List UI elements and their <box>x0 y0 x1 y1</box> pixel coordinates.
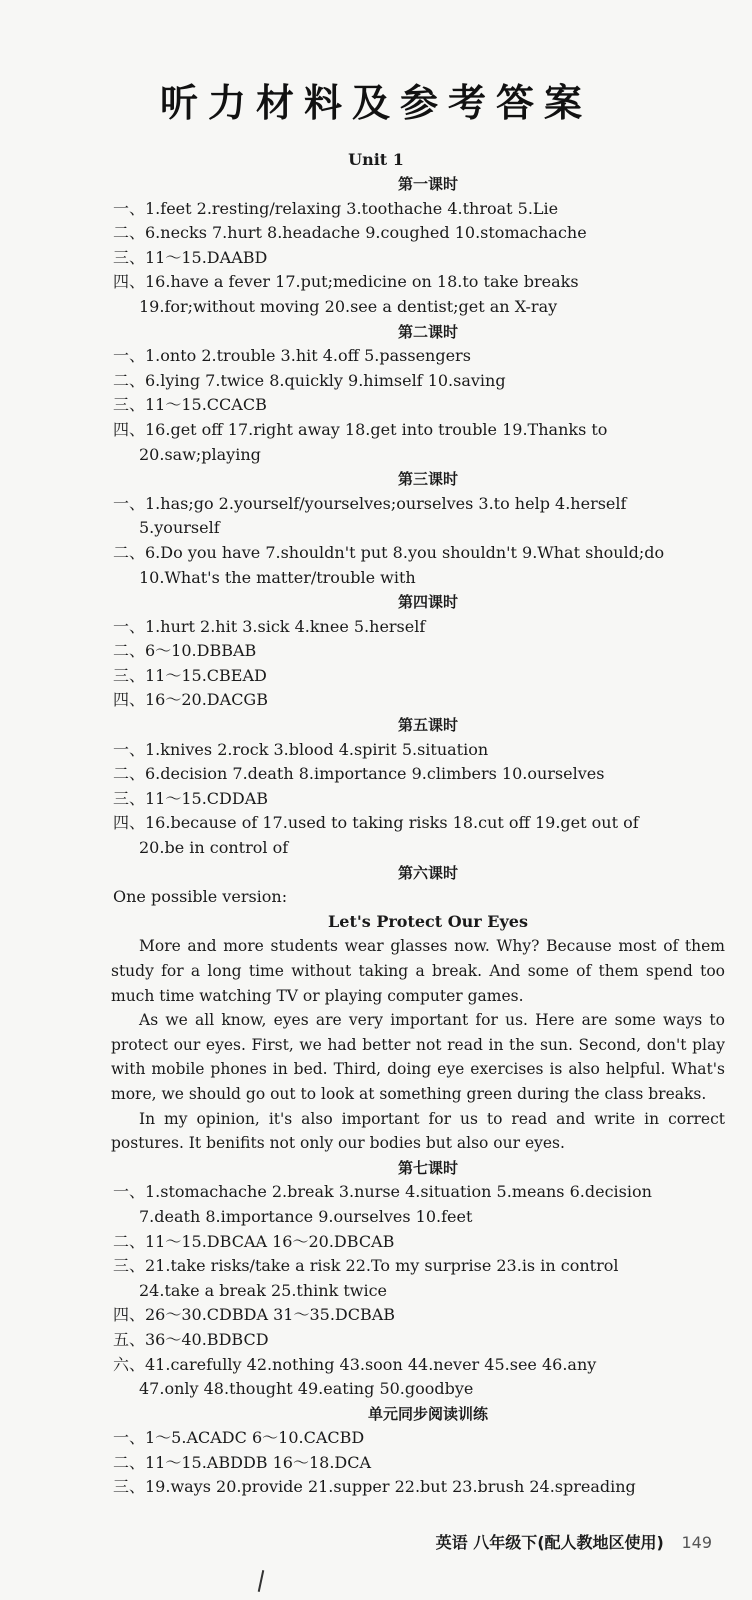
section-heading: 第六课时 <box>397 863 458 882</box>
answer-line: 三、21.take risks/take a risk 22.To my surprise 23.is in control <box>113 1256 619 1276</box>
answer-line: 一、1.feet 2.resting/relaxing 3.toothache 4.throat 5.Lie <box>113 198 559 218</box>
answer-line: 一、1.has;go 2.yourself/yourselves;ourselves 3.to help 4.herself <box>113 493 627 513</box>
answer-line: 四、16～20.DACGB <box>113 690 268 710</box>
answer-line: 二、6.decision 7.death 8.importance 9.climbers 10.ourselves <box>113 764 605 784</box>
section-heading: 单元同步阅读训练 <box>367 1404 488 1423</box>
answer-line: 二、6.lying 7.twice 8.quickly 9.himself 10.saving <box>113 370 506 390</box>
answer-line: 三、11～15.DAABD <box>113 247 268 267</box>
answer-line: 六、41.carefully 42.nothing 43.soon 44.never 45.see 46.any <box>113 1354 597 1374</box>
answer-line: 19.for;without moving 20.see a dentist;get an X-ray <box>139 296 558 316</box>
footer-text: 英语 八年级下(配人教地区使用) <box>435 1533 664 1552</box>
answer-line: 一、1.hurt 2.hit 3.sick 4.knee 5.herself <box>113 616 426 636</box>
pen-mark <box>258 1570 265 1592</box>
answer-line: 7.death 8.importance 9.ourselves 10.feet <box>139 1206 473 1226</box>
essay-paragraph: More and more students wear glasses now. Why? Because most of them study for a long time without taking a break. And some of them spend too much time watching TV or playing computer games. <box>111 937 725 1005</box>
answer-content <box>113 172 743 1500</box>
answer-line: 五、36～40.BDBCD <box>113 1329 269 1349</box>
answer-line: 20.be in control of <box>139 838 289 858</box>
answer-line: 47.only 48.thought 49.eating 50.goodbye <box>139 1379 474 1399</box>
answer-line: 24.take a break 25.think twice <box>139 1280 388 1300</box>
unit-title: Unit 1 <box>348 150 404 169</box>
essay-paragraph: As we all know, eyes are very important for us. Here are some ways to protect our eyes. First, we had better not read in the sun. Second, don't play with mobile phones in bed. Third, doing eye exercises is also helpful. What's more, we should go out to look at something green during the class breaks. <box>111 1011 725 1103</box>
section-heading: 第七课时 <box>397 1158 458 1177</box>
answer-line: 三、11～15.CDDAB <box>113 788 269 808</box>
section-heading: 第二课时 <box>397 322 458 341</box>
answer-line: 二、6.Do you have 7.shouldn't put 8.you shouldn't 9.What should;do <box>113 542 665 562</box>
footer <box>0 1530 752 1553</box>
answer-line: 二、11～15.ABDDB 16～18.DCA <box>113 1452 372 1472</box>
answer-line: 20.saw;playing <box>139 444 261 464</box>
answer-line: 三、11～15.CBEAD <box>113 665 267 685</box>
answer-line: 四、16.get off 17.right away 18.get into trouble 19.Thanks to <box>113 419 608 439</box>
essay <box>111 934 725 1155</box>
answer-line: 一、1.stomachache 2.break 3.nurse 4.situation 5.means 6.decision <box>113 1182 652 1202</box>
answer-line: One possible version: <box>113 887 288 907</box>
section-heading: 第四课时 <box>397 593 458 612</box>
answer-line: 一、1～5.ACADC 6～10.CACBD <box>113 1428 365 1448</box>
answer-line: 一、1.onto 2.trouble 3.hit 4.off 5.passengers <box>113 346 471 366</box>
answer-line: 10.What's the matter/trouble with <box>139 567 416 587</box>
answer-line: 三、19.ways 20.provide 21.supper 22.but 23.brush 24.spreading <box>113 1477 636 1497</box>
essay-paragraph: In my opinion, it's also important for us to read and write in correct postures. It benifits not only our bodies but also our eyes. <box>111 1109 725 1153</box>
answer-line: 二、6.necks 7.hurt 8.headache 9.coughed 10.stomachache <box>113 223 587 243</box>
page-number: 149 <box>681 1533 712 1552</box>
section-heading: 第五课时 <box>397 716 458 735</box>
section-heading: 第一课时 <box>397 175 458 193</box>
answer-line: 四、26～30.CDBDA 31～35.DCBAB <box>113 1305 396 1325</box>
answer-line: 四、16.have a fever 17.put;medicine on 18.to take breaks <box>113 272 579 292</box>
answer-line: 四、16.because of 17.used to taking risks 18.cut off 19.get out of <box>113 813 639 833</box>
answer-line: 三、11～15.CCACB <box>113 395 267 415</box>
page-title: 听力材料及参考答案 <box>159 81 592 125</box>
answer-line: 5.yourself <box>139 518 220 538</box>
section-heading: 第三课时 <box>397 470 458 489</box>
answer-line: 二、11～15.DBCAA 16～20.DBCAB <box>113 1231 395 1251</box>
essay-title: Let's Protect Our Eyes <box>328 911 528 931</box>
answer-line: 一、1.knives 2.rock 3.blood 4.spirit 5.situation <box>113 739 489 759</box>
answer-line: 二、6～10.DBBAB <box>113 641 257 661</box>
